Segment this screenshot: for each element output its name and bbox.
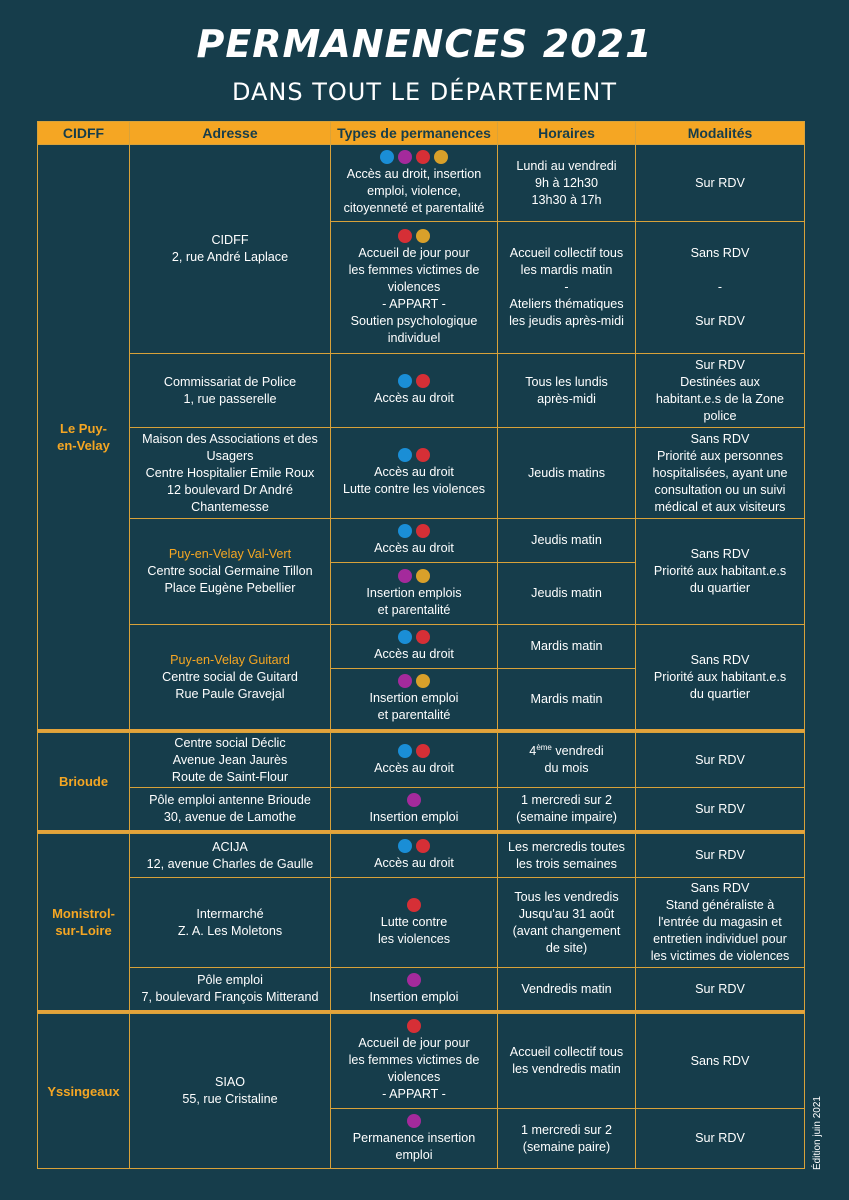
category-dots bbox=[398, 674, 430, 688]
horaire-cell bbox=[497, 221, 636, 354]
address-area: Puy-en-Velay Val-Vert bbox=[168, 547, 292, 561]
modalite-line: Sur RDV bbox=[695, 357, 745, 372]
red-dot-icon bbox=[416, 374, 430, 388]
modalite-cell bbox=[635, 518, 805, 625]
horaire-line: les mardis matin bbox=[520, 263, 613, 277]
horaire-line: Lundi au vendredi bbox=[516, 158, 617, 173]
type-line: emploi, violence, bbox=[367, 183, 461, 198]
modalite-line: Sur RDV bbox=[695, 801, 745, 816]
blue-dot-icon bbox=[398, 448, 412, 462]
horaire-line: de site) bbox=[545, 940, 588, 955]
type-line: et parentalité bbox=[377, 708, 451, 722]
red-dot-icon bbox=[407, 1019, 421, 1033]
address-line: Usagers bbox=[206, 448, 254, 463]
blue-dot-icon bbox=[398, 630, 412, 644]
address-line: Commissariat de Police bbox=[163, 374, 297, 389]
red-dot-icon bbox=[398, 229, 412, 243]
city-label: Brioude bbox=[58, 774, 109, 789]
blue-dot-icon bbox=[398, 839, 412, 853]
type-cell bbox=[330, 427, 498, 519]
category-dots bbox=[407, 793, 421, 807]
modalite-line: hospitalisées, ayant une bbox=[652, 465, 788, 480]
horaire-line: Mardis matin bbox=[530, 691, 603, 706]
horaire-line: les trois semaines bbox=[516, 856, 617, 871]
address-line: Rue Paule Gravejal bbox=[175, 686, 285, 701]
header-adresse: Adresse bbox=[129, 121, 331, 145]
category-dots bbox=[398, 374, 430, 388]
purple-dot-icon bbox=[398, 674, 412, 688]
type-line: emploi bbox=[395, 1147, 433, 1162]
horaire-line: Jeudis matin bbox=[531, 533, 602, 547]
horaire-line: Tous les vendredis bbox=[514, 889, 619, 904]
city-label: Le Puy- bbox=[60, 421, 107, 436]
type-line: violences bbox=[387, 279, 441, 294]
modalite-cell bbox=[635, 427, 805, 519]
blue-dot-icon bbox=[398, 744, 412, 758]
horaire-line: 9h à 12h30 bbox=[534, 175, 599, 190]
modalite-line: Sans RDV bbox=[690, 881, 750, 895]
address-area: Puy-en-Velay Guitard bbox=[170, 652, 290, 667]
address-line: Route de Saint-Flour bbox=[171, 769, 289, 784]
type-cell bbox=[330, 967, 498, 1011]
horaire-line: (avant changement bbox=[512, 923, 621, 938]
horaire-cell bbox=[497, 668, 636, 730]
horaire-cell bbox=[497, 967, 636, 1011]
address-line: Centre social de Guitard bbox=[162, 669, 298, 684]
modalite-line: entretien individuel pour bbox=[653, 932, 787, 946]
horaire-cell bbox=[497, 833, 636, 878]
yellow-dot-icon bbox=[434, 150, 448, 164]
address-line: Centre social Germaine Tillon bbox=[147, 564, 313, 578]
type-cell bbox=[330, 1013, 498, 1109]
category-dots bbox=[398, 839, 430, 853]
horaire-line: (semaine paire) bbox=[522, 1139, 611, 1154]
type-line: Accès au droit bbox=[374, 541, 454, 555]
horaire-line: Jeudis matins bbox=[528, 465, 605, 480]
address-line: Chantemesse bbox=[191, 499, 269, 514]
header-types: Types de permanences bbox=[330, 121, 498, 145]
address-line: CIDFF bbox=[211, 233, 249, 247]
address-guitard bbox=[129, 624, 331, 730]
modalite-line: Sans RDV bbox=[690, 1053, 750, 1068]
modalite-cell bbox=[635, 787, 805, 831]
type-line: Insertion emplois bbox=[366, 585, 462, 600]
type-line: Soutien psychologique bbox=[350, 313, 478, 328]
city-label: en-Velay bbox=[57, 438, 110, 453]
modalite-line: l'entrée du magasin et bbox=[658, 915, 782, 929]
address-cidff bbox=[129, 144, 331, 354]
type-line: les femmes victimes de bbox=[348, 262, 480, 277]
horaire-line: 1 mercredi sur 2 bbox=[521, 793, 612, 807]
type-cell bbox=[330, 562, 498, 625]
type-cell bbox=[330, 518, 498, 563]
horaire-part: vendredi bbox=[551, 744, 604, 758]
blue-dot-icon bbox=[398, 374, 412, 388]
horaire-line bbox=[529, 743, 603, 760]
blue-dot-icon bbox=[398, 524, 412, 538]
modalite-line: Sur RDV bbox=[695, 175, 745, 190]
category-dots bbox=[407, 1114, 421, 1128]
horaire-cell bbox=[497, 1013, 636, 1109]
horaire-cell bbox=[497, 562, 636, 625]
type-cell bbox=[330, 787, 498, 831]
permanences-table bbox=[37, 121, 805, 1169]
modalite-line: Priorité aux personnes bbox=[656, 448, 783, 463]
modalite-cell bbox=[635, 221, 805, 354]
horaire-line: Mardis matin bbox=[530, 639, 603, 653]
ordinal-suffix: ème bbox=[536, 742, 552, 752]
horaire-line: Les mercredis toutes bbox=[508, 839, 625, 854]
type-line: Accès au droit bbox=[374, 465, 454, 479]
horaire-line: 1 mercredi sur 2 bbox=[521, 1122, 612, 1137]
modalite-line: Priorité aux habitant.e.s bbox=[653, 669, 787, 684]
address-line: 30, avenue de Lamothe bbox=[163, 810, 297, 824]
type-line: Permanence insertion bbox=[352, 1130, 476, 1145]
type-cell bbox=[330, 668, 498, 730]
header-horaires: Horaires bbox=[497, 121, 636, 145]
horaire-line: Jeudis matin bbox=[531, 586, 602, 600]
type-cell bbox=[330, 1108, 498, 1169]
category-dots bbox=[380, 150, 448, 164]
type-cell bbox=[330, 353, 498, 428]
red-dot-icon bbox=[416, 448, 430, 462]
purple-dot-icon bbox=[398, 150, 412, 164]
category-dots bbox=[407, 1019, 421, 1033]
type-line: Insertion emploi bbox=[369, 691, 459, 705]
city-label: Monistrol- bbox=[52, 906, 115, 921]
horaire-line: Accueil collectif tous bbox=[509, 246, 624, 260]
modalite-line: habitant.e.s de la Zone bbox=[655, 391, 785, 406]
modalite-line: Sans RDV bbox=[690, 431, 750, 446]
type-line: citoyenneté et parentalité bbox=[343, 200, 485, 215]
yellow-dot-icon bbox=[416, 674, 430, 688]
type-cell bbox=[330, 624, 498, 669]
red-dot-icon bbox=[416, 630, 430, 644]
category-dots bbox=[398, 569, 430, 583]
category-dots bbox=[407, 973, 421, 987]
section-divider bbox=[37, 1010, 805, 1013]
horaire-line: Tous les lundis bbox=[525, 374, 608, 389]
modalite-cell bbox=[635, 732, 805, 788]
horaire-line: les vendredis matin bbox=[512, 1062, 621, 1076]
address-line: Maison des Associations et des bbox=[142, 431, 318, 446]
address-line: 2, rue André Laplace bbox=[171, 250, 289, 264]
address-line: 55, rue Cristaline bbox=[182, 1092, 278, 1106]
type-line: individuel bbox=[387, 330, 441, 345]
horaire-cell bbox=[497, 732, 636, 788]
type-line: - APPART - bbox=[382, 296, 446, 311]
type-line: Accès au droit bbox=[374, 856, 454, 870]
address-pole-emploi-brioude bbox=[129, 787, 331, 831]
type-line: Accès au droit bbox=[374, 391, 454, 405]
modalite-line: police bbox=[703, 408, 737, 423]
blue-dot-icon bbox=[380, 150, 394, 164]
type-cell bbox=[330, 221, 498, 354]
address-intermarche bbox=[129, 877, 331, 968]
type-line: Accès au droit bbox=[374, 760, 454, 775]
horaire-line: Jusqu'au 31 août bbox=[518, 906, 615, 921]
horaire-cell bbox=[497, 877, 636, 968]
type-line: et parentalité bbox=[377, 602, 451, 617]
modalite-line: du quartier bbox=[689, 581, 751, 595]
horaire-part: 4 bbox=[529, 744, 537, 758]
modalite-line: Sur RDV bbox=[695, 314, 745, 328]
red-dot-icon bbox=[416, 524, 430, 538]
modalite-line: Sans RDV bbox=[690, 246, 750, 260]
modalite-line: Sans RDV bbox=[690, 547, 750, 561]
type-line: les femmes victimes de bbox=[348, 1053, 480, 1067]
category-dots bbox=[398, 630, 430, 644]
category-dots bbox=[407, 898, 421, 912]
type-line: Lutte contre bbox=[380, 914, 448, 929]
horaire-line: 13h30 à 17h bbox=[531, 192, 602, 207]
address-declic bbox=[129, 732, 331, 788]
address-acija bbox=[129, 833, 331, 878]
modalite-line: Sur RDV bbox=[695, 752, 745, 767]
modalite-line: médical et aux visiteurs bbox=[654, 499, 786, 514]
address-maison-associations bbox=[129, 427, 331, 519]
category-dots bbox=[398, 744, 430, 758]
type-line: Insertion emploi bbox=[369, 809, 459, 824]
modalite-line: Sans RDV bbox=[690, 652, 750, 667]
red-dot-icon bbox=[416, 744, 430, 758]
category-dots bbox=[398, 229, 430, 243]
modalite-line: consultation ou un suivi bbox=[654, 482, 786, 497]
yellow-dot-icon bbox=[416, 569, 430, 583]
address-line: Centre Hospitalier Emile Roux bbox=[145, 465, 315, 480]
address-line: Place Eugène Pebellier bbox=[164, 581, 296, 595]
address-line: 7, boulevard François Mitterand bbox=[141, 990, 319, 1004]
modalite-cell bbox=[635, 967, 805, 1011]
horaire-cell bbox=[497, 144, 636, 222]
modalite-cell bbox=[635, 877, 805, 968]
type-line: les violences bbox=[377, 931, 451, 946]
type-line: Accueil de jour pour bbox=[358, 245, 470, 260]
type-line: - APPART - bbox=[382, 1087, 446, 1101]
modalite-cell bbox=[635, 833, 805, 878]
address-line: ACIJA bbox=[212, 839, 248, 854]
city-brioude bbox=[37, 732, 130, 831]
address-commissariat bbox=[129, 353, 331, 428]
purple-dot-icon bbox=[407, 973, 421, 987]
type-line: violences bbox=[387, 1070, 441, 1084]
modalite-line: Destinées aux bbox=[680, 374, 760, 389]
modalite-line: Stand généraliste à bbox=[665, 898, 775, 912]
address-line: Centre social Déclic bbox=[174, 735, 286, 750]
address-line: Pôle emploi bbox=[197, 973, 263, 987]
horaire-cell bbox=[497, 624, 636, 669]
address-val-vert bbox=[129, 518, 331, 625]
type-cell bbox=[330, 144, 498, 222]
type-line: Accès au droit, insertion bbox=[346, 166, 482, 181]
header-modalites: Modalités bbox=[635, 121, 805, 145]
horaire-line: les jeudis après-midi bbox=[509, 314, 624, 328]
modalite-cell bbox=[635, 144, 805, 222]
city-label: Yssingeaux bbox=[47, 1083, 120, 1099]
modalite-line: Sur RDV bbox=[695, 981, 745, 996]
horaire-line: (semaine impaire) bbox=[516, 810, 617, 824]
horaire-line: après-midi bbox=[537, 391, 596, 406]
modalite-line: Sur RDV bbox=[695, 1131, 745, 1145]
modalite-line: les victimes de violences bbox=[650, 949, 790, 963]
modalite-cell bbox=[635, 1108, 805, 1169]
section-divider bbox=[37, 830, 805, 833]
address-line: Intermarché bbox=[196, 906, 264, 921]
type-line: Accès au droit bbox=[374, 647, 454, 661]
horaire-line: Accueil collectif tous bbox=[509, 1045, 624, 1059]
horaire-cell bbox=[497, 787, 636, 831]
yellow-dot-icon bbox=[416, 229, 430, 243]
horaire-line: - bbox=[564, 280, 569, 294]
page-title: PERMANENCES 2021 bbox=[196, 22, 653, 66]
address-line: 1, rue passerelle bbox=[183, 391, 277, 406]
city-monistrol-sur-loire bbox=[37, 833, 130, 1011]
modalite-cell bbox=[635, 624, 805, 730]
horaire-line: Vendredis matin bbox=[521, 981, 612, 996]
page-subtitle: DANS TOUT LE DÉPARTEMENT bbox=[231, 78, 618, 106]
address-line: Avenue Jean Jaurès bbox=[172, 752, 288, 767]
modalite-line: Sur RDV bbox=[695, 848, 745, 862]
red-dot-icon bbox=[407, 898, 421, 912]
type-line: Lutte contre les violences bbox=[342, 482, 486, 496]
horaire-cell bbox=[497, 1108, 636, 1169]
address-pole-emploi-monistrol bbox=[129, 967, 331, 1011]
address-line: 12 boulevard Dr André bbox=[166, 482, 294, 497]
modalite-cell bbox=[635, 353, 805, 428]
header-cidff: CIDFF bbox=[37, 121, 130, 145]
category-dots bbox=[398, 524, 430, 538]
purple-dot-icon bbox=[407, 1114, 421, 1128]
address-siao bbox=[129, 1013, 331, 1169]
city-yssingeaux bbox=[37, 1013, 130, 1169]
type-line: Insertion emploi bbox=[369, 989, 459, 1004]
horaire-line: Ateliers thématiques bbox=[509, 297, 624, 311]
address-line: SIAO bbox=[214, 1075, 246, 1089]
modalite-line: du quartier bbox=[689, 686, 751, 701]
city-label: sur-Loire bbox=[55, 923, 112, 938]
modalite-line: Priorité aux habitant.e.s bbox=[653, 564, 787, 578]
red-dot-icon bbox=[416, 150, 430, 164]
horaire-line: du mois bbox=[544, 761, 589, 775]
edition-note: Édition juin 2021 bbox=[812, 1096, 823, 1170]
city-le-puy-en-velay bbox=[37, 144, 130, 730]
red-dot-icon bbox=[416, 839, 430, 853]
category-dots bbox=[398, 448, 430, 462]
modalite-line: - bbox=[717, 280, 723, 294]
horaire-cell bbox=[497, 518, 636, 563]
horaire-cell bbox=[497, 353, 636, 428]
type-cell bbox=[330, 833, 498, 878]
section-divider bbox=[37, 729, 805, 732]
type-cell bbox=[330, 877, 498, 968]
horaire-cell bbox=[497, 427, 636, 519]
purple-dot-icon bbox=[407, 793, 421, 807]
type-cell bbox=[330, 732, 498, 788]
address-line: Pôle emploi antenne Brioude bbox=[149, 793, 311, 807]
purple-dot-icon bbox=[398, 569, 412, 583]
modalite-cell bbox=[635, 1013, 805, 1109]
address-line: 12, avenue Charles de Gaulle bbox=[146, 856, 314, 871]
address-line: Z. A. Les Moletons bbox=[177, 923, 283, 938]
type-line: Accueil de jour pour bbox=[358, 1036, 470, 1050]
